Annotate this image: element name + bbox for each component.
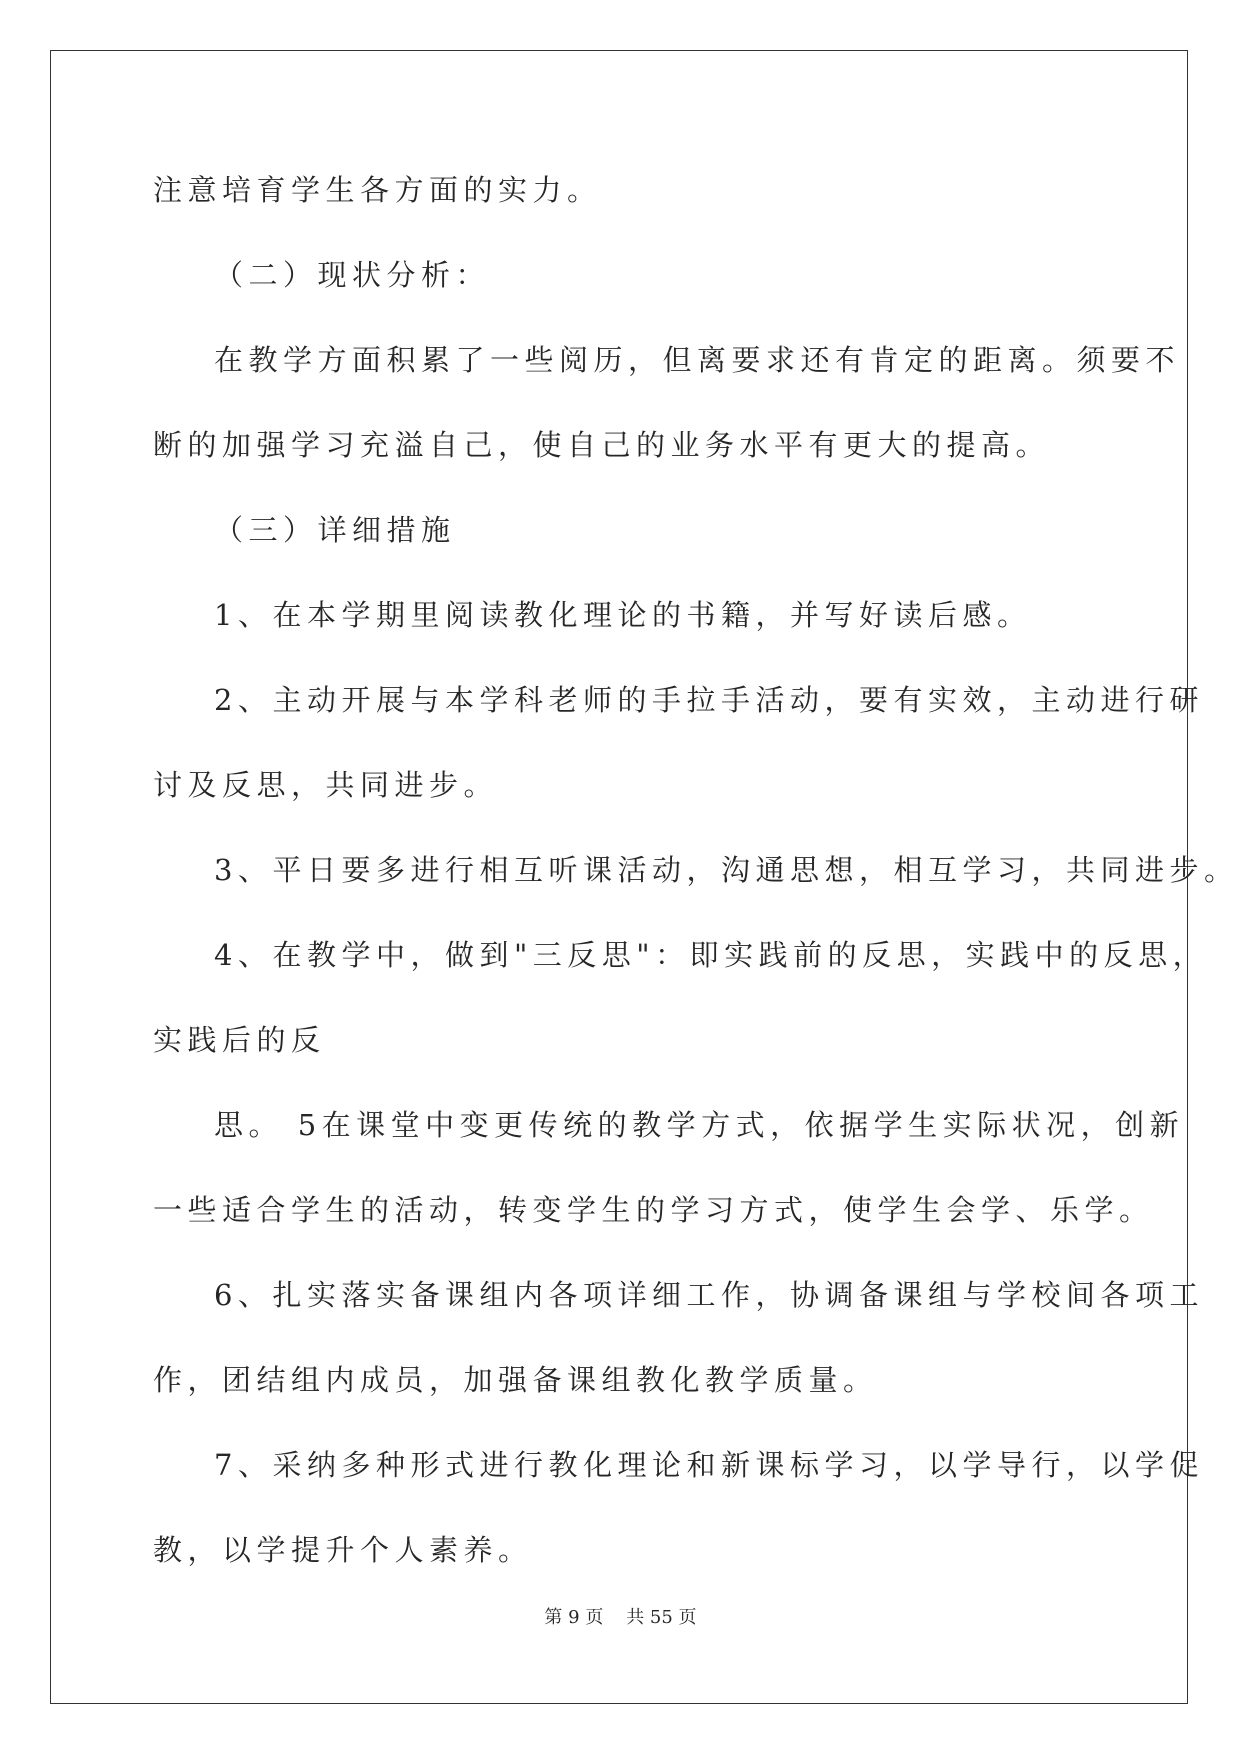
page-number: 第 9 页 共 55 页 (544, 1607, 697, 1628)
text-line: 作，团结组内成员，加强备课组教化教学质量。 (153, 1363, 878, 1397)
section-heading: （二）现状分析： (214, 258, 491, 292)
text-line: 断的加强学习充溢自己，使自己的业务水平有更大的提高。 (153, 428, 1051, 462)
list-item: 1、在本学期里阅读教化理论的书籍，并写好读后感。 (214, 598, 1032, 632)
text-line: 在教学方面积累了一些阅历，但离要求还有肯定的距离。须要不 (214, 343, 1181, 377)
list-item: 4、在教学中，做到"三反思"：即实践前的反思，实践中的反思， (214, 938, 1208, 972)
list-item: 2、主动开展与本学科老师的手拉手活动，要有实效，主动进行研 (214, 683, 1204, 717)
list-item: 3、平日要多进行相互听课活动，沟通思想，相互学习，共同进步。 (214, 853, 1239, 887)
list-item: 7、采纳多种形式进行教化理论和新课标学习，以学导行，以学促 (214, 1448, 1204, 1482)
text-line: 注意培育学生各方面的实力。 (153, 173, 602, 207)
text-line: 讨及反思，共同进步。 (153, 768, 499, 802)
text-line: 实践后的反 (153, 1023, 326, 1057)
text-line: 教，以学提升个人素养。 (153, 1533, 533, 1567)
section-heading: （三）详细措施 (214, 513, 456, 547)
text-line: 一些适合学生的活动，转变学生的学习方式，使学生会学、乐学。 (153, 1193, 1154, 1227)
list-item: 6、扎实落实备课组内各项详细工作，协调备课组与学校间各项工 (214, 1278, 1204, 1312)
list-item: 思。 5在课堂中变更传统的教学方式，依据学生实际状况，创新 (214, 1108, 1185, 1142)
